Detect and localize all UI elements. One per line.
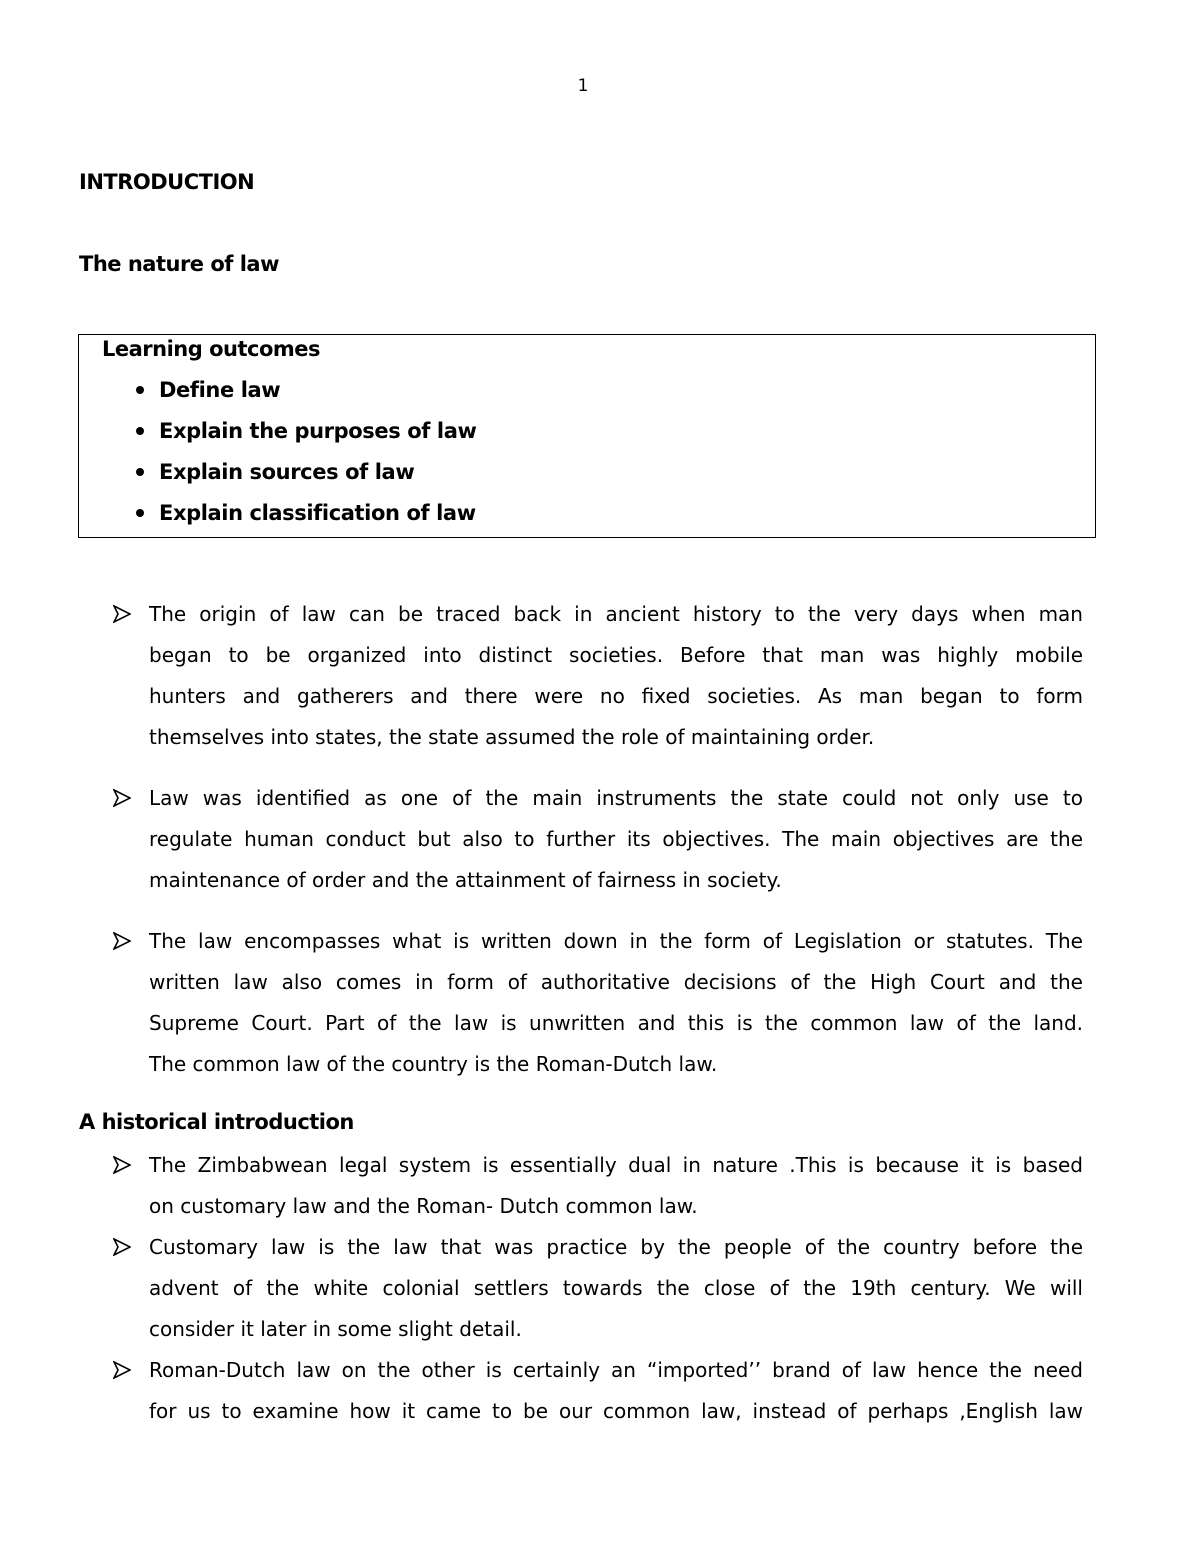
learning-outcome-item xyxy=(79,460,477,501)
paragraph-line: for us to examine how it came to be our common law, instead of perhaps ,English law xyxy=(149,1399,1083,1423)
paragraph-line: regulate human conduct but also to further its objectives. The main objectives are the xyxy=(149,827,1083,851)
learning-outcome-text: Define law xyxy=(159,378,281,402)
paragraph-customary-law xyxy=(149,1227,1083,1350)
paragraph-law-as-instrument xyxy=(149,778,1083,901)
paragraph-line: written law also comes in form of authoritative decisions of the High Court and the xyxy=(149,970,1083,994)
arrow-bullet-icon xyxy=(113,1145,133,1186)
paragraph-line: advent of the white colonial settlers towards the close of the 19th century. We will xyxy=(149,1276,1083,1300)
learning-outcome-text: Explain classification of law xyxy=(159,501,476,525)
arrow-bullet-icon xyxy=(113,921,133,962)
heading-introduction: INTRODUCTION xyxy=(79,170,255,194)
bullet-icon xyxy=(136,386,144,394)
bullet-icon xyxy=(136,509,144,517)
paragraph-line: The Zimbabwean legal system is essentially dual in nature .This is because it is based xyxy=(149,1153,1083,1177)
learning-outcome-item xyxy=(79,501,477,542)
arrow-bullet-icon xyxy=(113,1227,133,1268)
paragraph-written-unwritten-law xyxy=(149,921,1083,1085)
arrow-bullet-icon xyxy=(113,1350,133,1391)
paragraph-line: on customary law and the Roman- Dutch common law. xyxy=(149,1194,698,1218)
paragraph-line: consider it later in some slight detail. xyxy=(149,1317,522,1341)
bullet-icon xyxy=(136,468,144,476)
paragraph-line: Roman-Dutch law on the other is certainly an “imported’’ brand of law hence the need xyxy=(149,1358,1083,1382)
paragraph-line: The law encompasses what is written down in the form of Legislation or statutes. The xyxy=(149,929,1083,953)
paragraph-roman-dutch-law xyxy=(149,1350,1083,1432)
learning-outcomes-list xyxy=(79,378,477,542)
paragraph-line: The common law of the country is the Roman-Dutch law. xyxy=(149,1052,718,1076)
learning-outcome-text: Explain sources of law xyxy=(159,460,415,484)
arrow-bullet-icon xyxy=(113,594,133,635)
paragraph-line: themselves into states, the state assumed the role of maintaining order. xyxy=(149,725,875,749)
paragraph-line: began to be organized into distinct societies. Before that man was highly mobile xyxy=(149,643,1083,667)
paragraph-origin-of-law xyxy=(149,594,1083,758)
learning-outcomes-title: Learning outcomes xyxy=(102,337,321,361)
heading-historical-introduction: A historical introduction xyxy=(79,1110,354,1134)
paragraph-line: Customary law is the law that was practice by the people of the country before the xyxy=(149,1235,1083,1259)
bullet-icon xyxy=(136,427,144,435)
paragraph-line: Supreme Court. Part of the law is unwritten and this is the common law of the land. xyxy=(149,1011,1083,1035)
learning-outcome-text: Explain the purposes of law xyxy=(159,419,477,443)
arrow-bullet-icon xyxy=(113,778,133,819)
heading-nature-of-law: The nature of law xyxy=(79,252,279,276)
learning-outcome-item xyxy=(79,378,477,419)
paragraph-line: Law was identified as one of the main instruments the state could not only use to xyxy=(149,786,1083,810)
paragraph-line: hunters and gatherers and there were no fixed societies. As man began to form xyxy=(149,684,1083,708)
learning-outcome-item xyxy=(79,419,477,460)
paragraph-dual-legal-system xyxy=(149,1145,1083,1227)
paragraph-line: maintenance of order and the attainment of fairness in society. xyxy=(149,868,782,892)
learning-outcomes-box xyxy=(78,334,1096,538)
paragraph-line: The origin of law can be traced back in ancient history to the very days when man xyxy=(149,602,1083,626)
page-number: 1 xyxy=(577,76,589,96)
